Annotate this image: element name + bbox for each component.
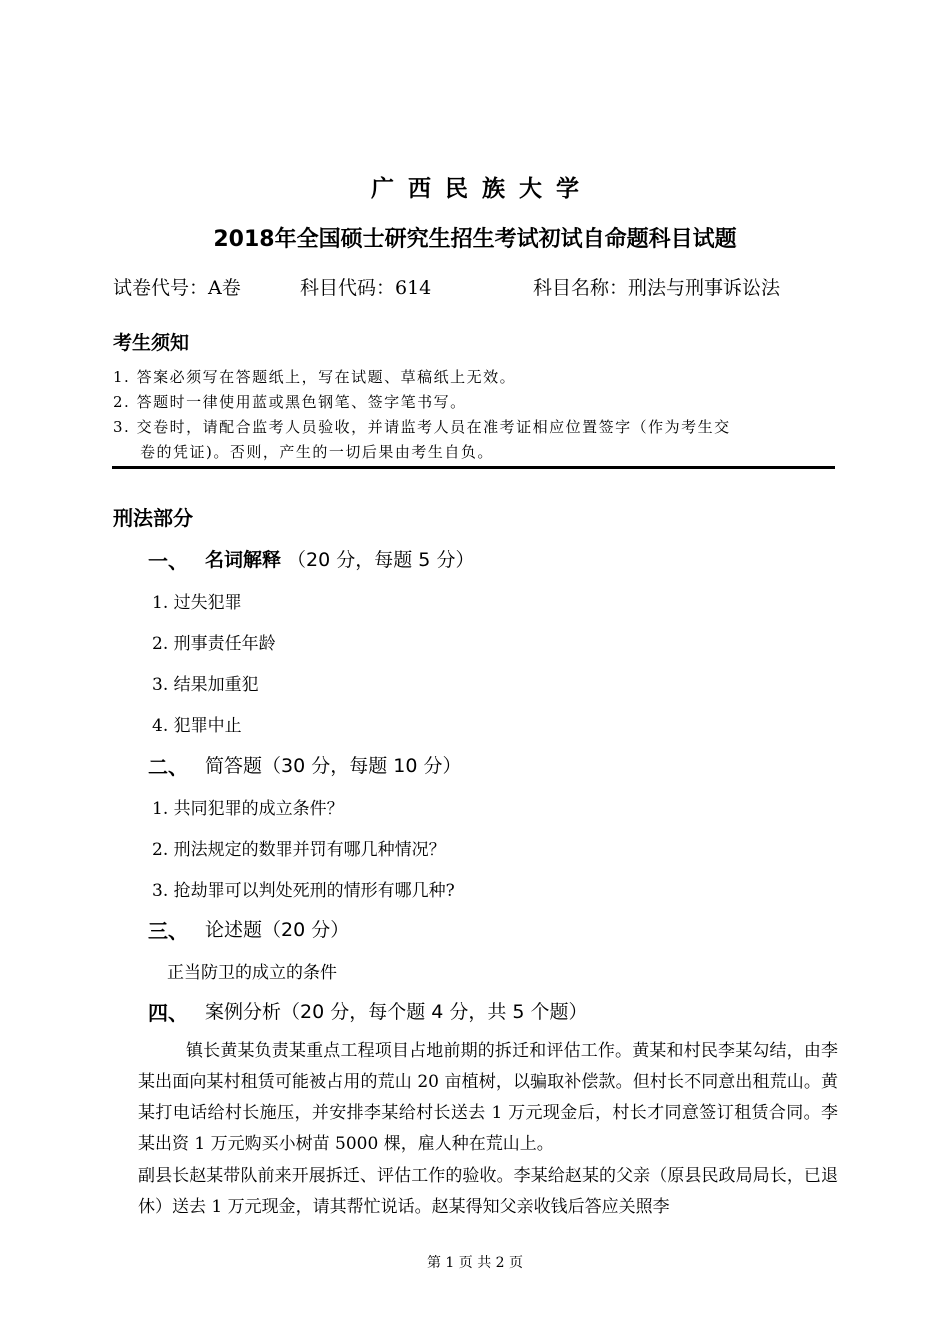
question-item: 2. 刑事责任年龄 xyxy=(152,634,276,654)
question-item: 1. 共同犯罪的成立条件？ xyxy=(152,799,344,819)
section-title: 论述题（20 分） xyxy=(205,919,350,941)
part-title: 刑法部分 xyxy=(113,506,193,530)
page-footer: 第 1 页 共 2 页 xyxy=(426,1255,524,1271)
case-paragraph: 副县长赵某带队前来开展拆迁、评估工作的验收。李某给赵某的父亲（原县民政局局长，已退休）送去 1 万元现金，请其帮忙说话。赵某得知父亲收钱后答应关照李 xyxy=(138,1166,838,1217)
notice-item: 卷的凭证)。否则，产生的一切后果由考生自负。 xyxy=(140,443,494,461)
subject-name: 科目名称：刑法与刑事诉讼法 xyxy=(533,277,781,299)
subject-code: 科目代码：614 xyxy=(300,277,432,299)
university-name: 广西民族大学 xyxy=(371,176,593,202)
question-item: 4. 犯罪中止 xyxy=(152,716,242,736)
paper-code: 试卷代号：A卷 xyxy=(113,277,241,299)
section-title: 案例分析（20 分，每个题 4 分，共 5 个题） xyxy=(205,1001,588,1023)
divider-rule xyxy=(112,466,835,469)
question-item: 3. 结果加重犯 xyxy=(152,675,259,695)
case-paragraph: 镇长黄某负责某重点工程项目占地前期的拆迁和评估工作。黄某和村民李某勾结，由李某出面向某村租赁可能被占用的荒山 20 亩植树，以骗取补偿款。但村长不同意出租荒山。黄某打电话给村长施压，并安排李某给村长送去 1 万元现金后，村长才同意签订租赁合同。李某出资 1 万元购买小树苗 5000 棵，雇人种在荒山上。 xyxy=(138,1041,838,1154)
exam-title: 2018年全国硕士研究生招生考试初试自命题科目试题 xyxy=(213,227,737,252)
notice-item: 2. 答题时一律使用蓝或黑色钢笔、签字笔书写。 xyxy=(113,393,467,411)
notice-item: 1. 答案必须写在答题纸上，写在试题、草稿纸上无效。 xyxy=(113,368,517,386)
section-number: 一、 xyxy=(148,549,188,573)
notice-item: 3. 交卷时，请配合监考人员验收，并请监考人员在准考证相应位置签字（作为考生交 xyxy=(113,418,731,436)
section-number: 四、 xyxy=(148,1001,188,1025)
section-title xyxy=(205,545,474,572)
notice-title: 考生须知 xyxy=(113,332,190,354)
question-item: 1. 过失犯罪 xyxy=(152,593,242,613)
question-item: 正当防卫的成立的条件 xyxy=(167,963,337,983)
question-item: 2. 刑法规定的数罪并罚有哪几种情况？ xyxy=(152,840,446,860)
section-number: 二、 xyxy=(148,755,188,779)
section-score: （20 分，每题 5 分） xyxy=(281,549,475,571)
section-name: 名词解释 xyxy=(205,549,282,571)
section-title: 简答题（30 分，每题 10 分） xyxy=(205,755,462,777)
question-item: 3. 抢劫罪可以判处死刑的情形有哪几种? xyxy=(152,881,455,901)
section-number: 三、 xyxy=(148,919,188,943)
